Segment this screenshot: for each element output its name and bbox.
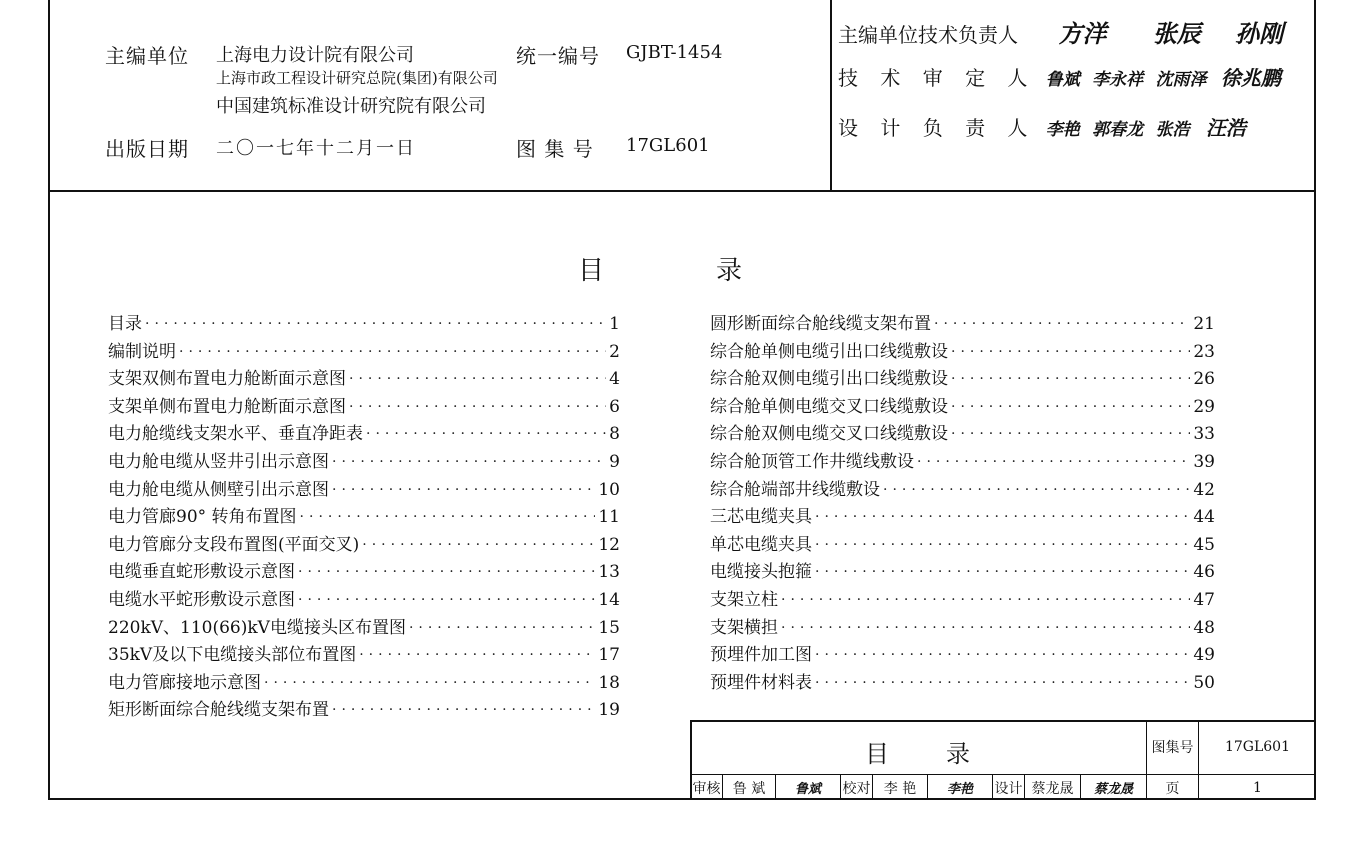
toc-entry-page: 6 [609, 396, 620, 417]
toc-leader-dots [917, 452, 1190, 472]
toc-entry[interactable] [108, 693, 620, 720]
toc-entry[interactable] [108, 638, 620, 665]
toc-leader-dots [951, 369, 1190, 389]
toc-entry-page: 23 [1193, 341, 1215, 362]
toc-entry-page: 4 [609, 369, 620, 390]
toc-entry[interactable] [108, 390, 620, 417]
toc-entry[interactable] [710, 528, 1215, 555]
toc-entry-title: 电缆接头抱箍 [710, 562, 812, 583]
toc-entry[interactable] [108, 417, 620, 444]
toc-leader-dots [781, 618, 1190, 638]
toc-entry-page: 2 [609, 341, 620, 362]
toc-entry-title: 综合舱双侧电缆引出口线缆敷设 [710, 369, 948, 390]
toc-entry-page: 17 [598, 645, 620, 666]
designer-signature-1: 李艳 [1045, 120, 1080, 140]
toc-entry-title: 编制说明 [108, 341, 176, 362]
toc-entry-title: 三芯电缆夹具 [710, 507, 812, 528]
toc-entry-title: 综合舱顶管工作井缆线敷设 [710, 452, 914, 472]
toc-leader-dots [815, 673, 1190, 693]
toc-entry-title: 综合舱单侧电缆引出口线缆敷设 [710, 341, 948, 362]
check-signature: 李艳 [946, 782, 973, 797]
tech-lead-signature-2: 张辰 [1152, 19, 1201, 48]
title-block-page-value: 1 [1253, 779, 1262, 796]
toc-leader-dots [145, 314, 606, 334]
toc-leader-dots [298, 562, 595, 582]
toc-entry-page: 14 [598, 590, 620, 610]
toc-entry-title: 目录 [108, 314, 142, 334]
toc-entry[interactable] [108, 362, 620, 389]
title-block-atlas-value: 17GL601 [1224, 739, 1291, 755]
toc-entry-page: 48 [1193, 617, 1215, 638]
toc-entry-page: 47 [1193, 590, 1215, 610]
title-block-atlas-label: 图集号 [1151, 740, 1194, 756]
reviewer-label: 技 术 审 定 人 [838, 66, 1036, 90]
atlas-number-label: 图 集 号 [516, 137, 594, 161]
toc-entry-page: 10 [598, 479, 620, 500]
toc-entry[interactable] [108, 445, 620, 472]
reviewer-row [838, 62, 1281, 91]
designer-signature-4: 汪浩 [1205, 116, 1246, 140]
toc-entry[interactable] [710, 666, 1215, 693]
toc-title-left: 目 [578, 256, 607, 286]
toc-entry-page: 49 [1193, 645, 1215, 666]
toc-entry[interactable] [710, 362, 1215, 389]
toc-leader-dots [883, 480, 1190, 500]
editor-unit-2: 上海市政工程设计研究总院(集团)有限公司 [216, 69, 498, 87]
title-block-page-label: 页 [1165, 780, 1180, 797]
header-divider [48, 190, 1316, 192]
toc-leader-dots [815, 645, 1190, 665]
toc-entry-title: 35kV及以下电缆接头部位布置图 [108, 645, 357, 666]
toc-entry[interactable] [710, 555, 1215, 582]
review-label: 审核 [692, 780, 721, 797]
toc-leader-dots [409, 618, 595, 638]
toc-entry-title: 圆形断面综合舱线缆支架布置 [710, 314, 931, 334]
reviewer-signature-2: 李永祥 [1092, 70, 1144, 90]
editor-unit-3: 中国建筑标准设计研究院有限公司 [216, 96, 486, 117]
editor-unit-label: 主编单位 [105, 44, 189, 68]
toc-entry[interactable] [710, 638, 1215, 665]
toc-entry-page: 15 [598, 617, 620, 638]
design-signature: 蔡龙晟 [1093, 782, 1133, 797]
editor-unit-1: 上海电力设计院有限公司 [216, 45, 414, 66]
toc-leader-dots [179, 342, 606, 362]
toc-entry[interactable] [710, 335, 1215, 362]
tech-lead-signature-1: 方洋 [1058, 19, 1107, 48]
toc-entry[interactable] [108, 666, 620, 693]
toc-entry-title: 电缆垂直蛇形敷设示意图 [108, 562, 295, 583]
toc-entry-title: 单芯电缆夹具 [710, 534, 812, 555]
toc-entry-page: 33 [1193, 424, 1215, 445]
toc-entry-title: 支架横担 [710, 617, 778, 638]
toc-entry-page: 42 [1193, 479, 1215, 500]
toc-leader-dots [298, 590, 595, 610]
publish-date: 二〇一七年十二月一日 [216, 138, 416, 159]
reviewer-signature-4: 徐兆鹏 [1220, 66, 1281, 90]
toc-entry-title: 综合舱端部井线缆敷设 [710, 479, 880, 500]
toc-entry-page: 19 [598, 700, 620, 721]
reviewer-signature-1: 鲁斌 [1045, 70, 1080, 90]
toc-entry-page: 29 [1193, 396, 1215, 417]
toc-leader-dots [951, 397, 1190, 417]
toc-leader-dots [951, 342, 1190, 362]
toc-entry[interactable] [108, 555, 620, 582]
toc-entry-title: 矩形断面综合舱线缆支架布置 [108, 700, 329, 721]
toc-entry[interactable] [108, 335, 620, 362]
toc-leader-dots [332, 700, 595, 720]
toc-leader-dots [264, 673, 595, 693]
toc-entry-page: 50 [1193, 672, 1215, 693]
toc-entry-title: 预埋件加工图 [710, 645, 812, 666]
check-label: 校对 [842, 780, 871, 797]
toc-entry-page: 26 [1193, 369, 1215, 390]
toc-entry-page: 9 [609, 452, 620, 472]
check-name: 李 艳 [883, 780, 917, 797]
designer-label: 设 计 负 责 人 [838, 116, 1036, 140]
toc-entry-page: 46 [1193, 562, 1215, 583]
toc-entry-title: 支架单侧布置电力舱断面示意图 [108, 396, 346, 417]
unified-number-label: 统一编号 [516, 44, 600, 68]
header-vertical-divider [830, 0, 832, 190]
review-name: 鲁 斌 [732, 780, 766, 797]
toc-leader-dots [300, 507, 596, 527]
toc-entry-title: 电力舱电缆从侧壁引出示意图 [108, 479, 329, 500]
toc-entry[interactable] [108, 500, 620, 527]
toc-entry[interactable] [710, 307, 1215, 334]
designer-row [838, 112, 1246, 141]
tech-lead-signature-3: 孙刚 [1235, 19, 1284, 48]
toc-leader-dots [349, 369, 606, 389]
toc-title-right: 录 [716, 256, 745, 286]
title-block-title-right: 录 [946, 740, 970, 768]
design-name: 蔡龙晟 [1031, 780, 1074, 797]
toc-entry-page: 45 [1193, 534, 1215, 555]
toc-leader-dots [332, 452, 606, 472]
toc-entry[interactable] [710, 583, 1215, 610]
toc-entry[interactable] [108, 473, 620, 500]
toc-leader-dots [332, 480, 595, 500]
toc-entry[interactable] [108, 583, 620, 610]
toc-entry-page: 8 [609, 424, 620, 445]
designer-signature-2: 郭春龙 [1092, 120, 1144, 140]
toc-entry-title: 预埋件材料表 [710, 672, 812, 693]
toc-entry[interactable] [108, 528, 620, 555]
toc-entry[interactable] [710, 390, 1215, 417]
toc-entry-title: 电力管廊接地示意图 [108, 672, 261, 693]
atlas-number: 17GL601 [626, 135, 710, 156]
toc-entry-page: 13 [598, 562, 620, 583]
design-label: 设计 [994, 780, 1023, 797]
publish-date-label: 出版日期 [105, 137, 189, 161]
toc-entry-title: 电力舱缆线支架水平、垂直净距表 [108, 424, 363, 445]
toc-entry-title: 220kV、110(66)kV电缆接头区布置图 [108, 617, 406, 638]
toc-entry[interactable] [710, 417, 1215, 444]
toc-leader-dots [934, 314, 1190, 334]
toc-entry-page: 11 [598, 507, 620, 528]
toc-entry-page: 18 [598, 672, 620, 693]
title-block-title-left: 目 [865, 740, 889, 768]
toc-entry[interactable] [710, 611, 1215, 638]
toc-entry-page: 44 [1193, 507, 1215, 528]
toc-leader-dots [362, 535, 595, 555]
toc-entry-title: 综合舱双侧电缆交叉口线缆敷设 [710, 424, 948, 445]
toc-leader-dots [359, 645, 595, 665]
toc-entry-title: 电力管廊分支段布置图(平面交叉) [108, 534, 360, 555]
toc-entry-page: 1 [609, 314, 620, 334]
toc-entry-title: 电力舱电缆从竖井引出示意图 [108, 452, 329, 472]
toc-leader-dots [951, 424, 1190, 444]
unified-number: GJBT-1454 [626, 42, 723, 63]
toc-entry-title: 电力管廊90° 转角布置图 [108, 507, 297, 528]
toc-leader-dots [781, 590, 1190, 610]
toc-entry-title: 电缆水平蛇形敷设示意图 [108, 590, 295, 610]
toc-entry[interactable] [710, 445, 1215, 472]
review-signature: 鲁斌 [794, 782, 821, 797]
toc-entry[interactable] [710, 473, 1215, 500]
toc-entry[interactable] [710, 500, 1215, 527]
reviewer-signature-3: 沈雨泽 [1155, 70, 1207, 90]
toc-leader-dots [815, 507, 1190, 527]
designer-signature-3: 张浩 [1155, 120, 1190, 140]
toc-entry-page: 21 [1193, 314, 1215, 334]
toc-entry[interactable] [108, 307, 620, 334]
toc-entry-page: 12 [598, 534, 620, 555]
tech-lead-label: 主编单位技术负责人 [838, 23, 1018, 47]
toc-entry-title: 支架双侧布置电力舱断面示意图 [108, 369, 346, 390]
toc-leader-dots [815, 535, 1190, 555]
toc-entry-title: 支架立柱 [710, 590, 778, 610]
toc-entry-title: 综合舱单侧电缆交叉口线缆敷设 [710, 396, 948, 417]
toc-leader-dots [366, 424, 606, 444]
tech-lead-row [838, 14, 1283, 49]
toc-leader-dots [349, 397, 606, 417]
toc-entry[interactable] [108, 611, 620, 638]
toc-leader-dots [815, 562, 1190, 582]
toc-entry-page: 39 [1193, 452, 1215, 472]
